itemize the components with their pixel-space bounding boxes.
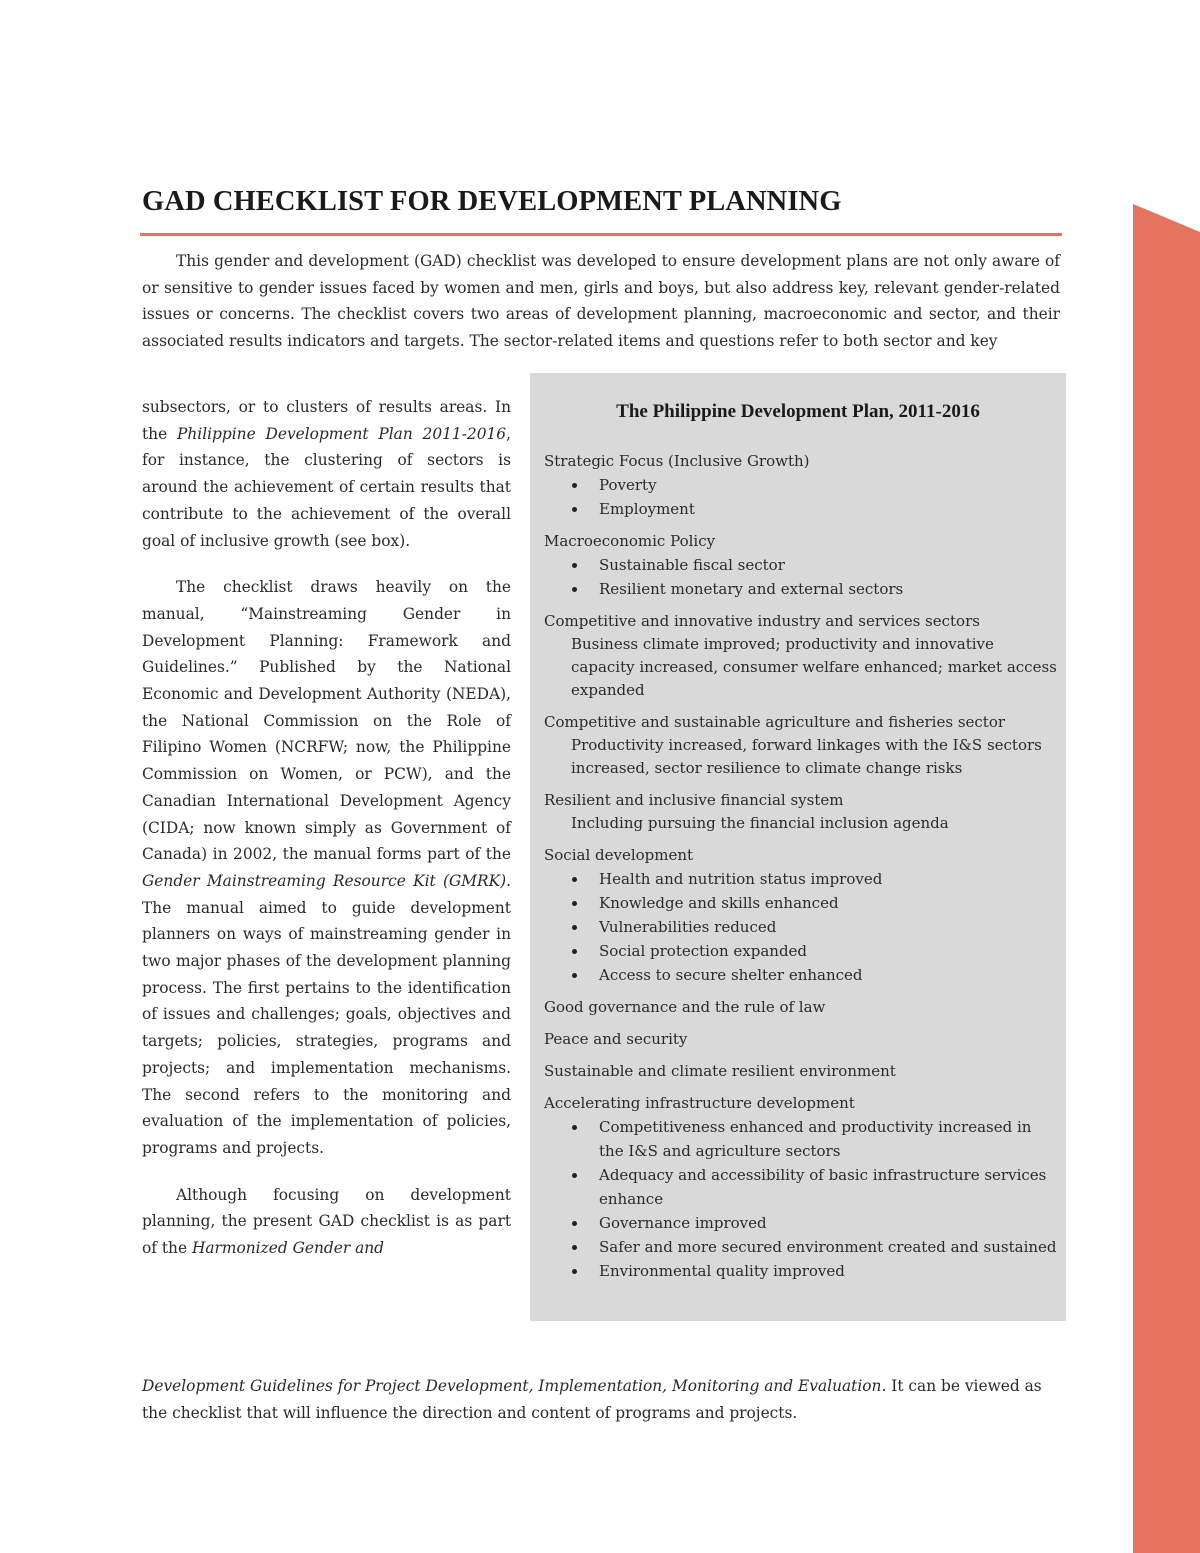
section-title: Resilient and inclusive financial system [544, 791, 844, 809]
paragraph-text: The checklist draws heavily on the manual, “Mainstreaming Gender in Development Planning: Framework and Guidelines.” Published by the National Economic and Development Authority (NEDA), the National Commission on the Role of Filipino Women (NCRFW; now, the Philippine Commission on Women, or PCW), and the Canadian International Development Agency (CIDA; now known simply as Government of Canada) in 2002, the manual forms part of the [142, 578, 511, 864]
box-section [544, 609, 1059, 702]
bullet-list [544, 473, 1059, 521]
box-section [544, 788, 1059, 835]
section-title: Good governance and the rule of law [544, 998, 826, 1016]
bullet-list [544, 1115, 1059, 1283]
paragraph-text: subsectors, or to clusters of results areas. In the [142, 398, 511, 443]
box-section [544, 529, 1059, 601]
page-title: GAD CHECKLIST FOR DEVELOPMENT PLANNING [142, 186, 842, 217]
section-description: Including pursuing the financial inclusion agenda [571, 814, 949, 832]
section-title: Peace and security [544, 1030, 688, 1048]
paragraph-text: , for instance, the clustering of sectors is around the achievement of certain results that contribute to the achievement of the overall goal of inclusive growth (see box). [142, 424, 511, 550]
bullet-item: Social protection expanded [544, 939, 1059, 963]
intro-text: This gender and development (GAD) checklist was developed to ensure development plans are not only aware of or sensitive to gender issues faced by women and men, girls and boys, but also address key, relevant gender-related issues or concerns. The checklist covers two areas of development planning, macroeconomic and sector, and their associated results indicators and targets. The sector-related items and questions refer to both sector and key [142, 252, 1060, 351]
plan-reference: Philippine Development Plan 2011-2016 [177, 424, 507, 443]
box-section [544, 843, 1059, 987]
guidelines-reference: Development Guidelines for Project Development, Implementation, Monitoring and Evaluation [142, 1377, 882, 1395]
section-title: Competitive and sustainable agriculture and fisheries sector [544, 713, 1006, 731]
bullet-list [544, 867, 1059, 987]
paragraph-text: . The manual aimed to guide development planners on ways of mainstreaming gender in two major phases of the development planning process. The first pertains to the identification of issues and challenges; goals, objectives and targets; policies, strategies, programs and projects; and implementation mechanisms. The second refers to the monitoring and evaluation of the implementation of policies, programs and projects. [142, 871, 511, 1157]
paragraph-harmonized [142, 1182, 511, 1262]
box-sections [544, 449, 1059, 1291]
bullet-item: Governance improved [544, 1211, 1059, 1235]
section-description: Business climate improved; productivity and innovative capacity increased, consumer welfare enhanced; market access expanded [571, 635, 1057, 699]
section-title: Sustainable and climate resilient environment [544, 1062, 896, 1080]
paragraph-text: Although focusing on development planning, the present GAD checklist is as part of the [142, 1185, 511, 1258]
guidelines-reference: Harmonized Gender and [191, 1239, 385, 1258]
bullet-item: Safer and more secured environment created and sustained [544, 1235, 1059, 1259]
section-title: Competitive and innovative industry and services sectors [544, 612, 980, 630]
box-section [544, 1091, 1059, 1283]
section-title: Accelerating infrastructure development [544, 1094, 855, 1112]
paragraph-text: . It can be viewed as the checklist that will influence the direction and content of programs and projects. [142, 1377, 1042, 1422]
bullet-list [544, 553, 1059, 601]
section-title: Strategic Focus (Inclusive Growth) [544, 452, 810, 470]
intro-paragraph [142, 248, 1060, 355]
bullet-item: Knowledge and skills enhanced [544, 891, 1059, 915]
side-accent-tab [1133, 204, 1200, 1553]
bullet-item: Poverty [544, 473, 1059, 497]
bullet-item: Vulnerabilities reduced [544, 915, 1059, 939]
gmrk-reference: Gender Mainstreaming Resource Kit (GMRK) [142, 871, 507, 890]
box-section [544, 1027, 1059, 1051]
bullet-item: Competitiveness enhanced and productivity increased in the I&S and agriculture sectors [544, 1115, 1059, 1163]
bullet-item: Resilient monetary and external sectors [544, 577, 1059, 601]
closing-paragraph [142, 1373, 1060, 1426]
left-column [142, 394, 511, 1282]
bullet-item: Access to secure shelter enhanced [544, 963, 1059, 987]
section-title: Social development [544, 846, 694, 864]
bullet-item: Sustainable fiscal sector [544, 553, 1059, 577]
section-description: Productivity increased, forward linkages with the I&S sectors increased, sector resilience to climate change risks [571, 736, 1042, 777]
section-title: Macroeconomic Policy [544, 532, 716, 550]
pdp-sidebar-box [530, 373, 1066, 1321]
bullet-item: Employment [544, 497, 1059, 521]
bullet-item: Adequacy and accessibility of basic infrastructure services enhance [544, 1163, 1059, 1211]
box-section [544, 710, 1059, 780]
box-section [544, 1059, 1059, 1083]
bullet-item: Health and nutrition status improved [544, 867, 1059, 891]
box-section [544, 449, 1059, 521]
paragraph-manual [142, 574, 511, 1161]
box-title: The Philippine Development Plan, 2011-2016 [616, 401, 980, 422]
bullet-item: Environmental quality improved [544, 1259, 1059, 1283]
box-section [544, 995, 1059, 1019]
title-underline [140, 233, 1062, 236]
paragraph-clusters [142, 394, 511, 554]
